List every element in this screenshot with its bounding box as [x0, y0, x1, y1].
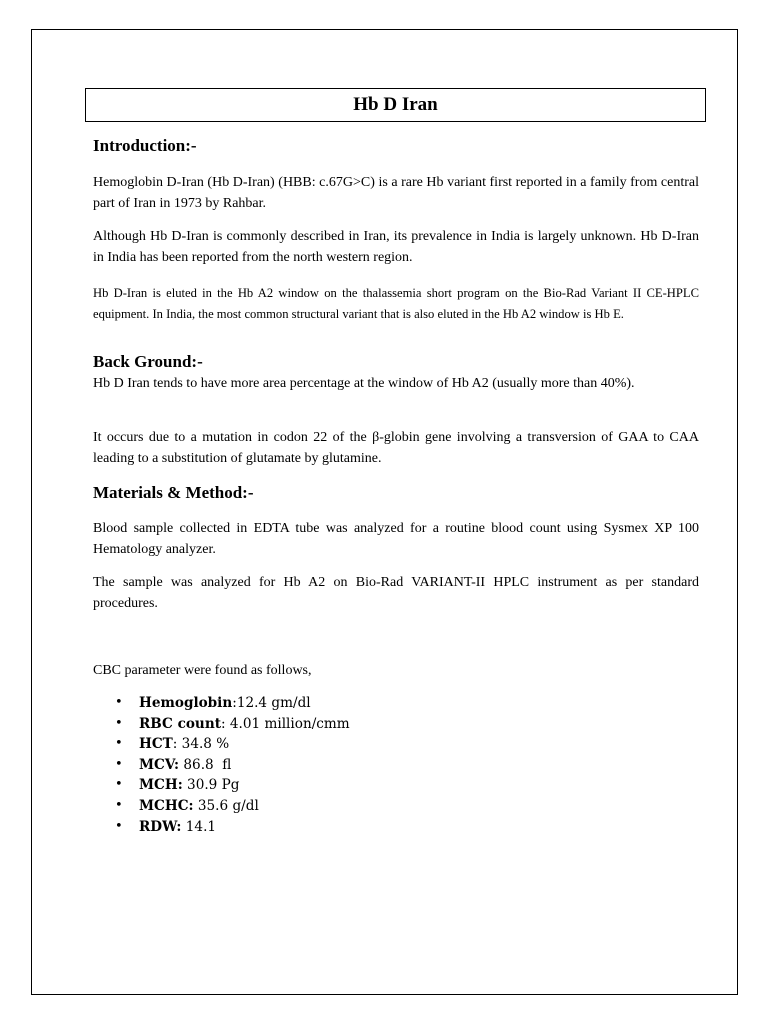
introduction-paragraph-2: Although Hb D-Iran is commonly described in Iran, its prevalence in India is largely unknown. Hb D-Iran in India has been reported from the north western region.	[93, 229, 699, 265]
background-heading: Back Ground:-	[93, 352, 203, 371]
cbc-item-rdw	[93, 817, 350, 838]
cbc-item-hemoglobin	[93, 693, 350, 714]
materials-paragraph-2: The sample was analyzed for Hb A2 on Bio-Rad VARIANT-II HPLC instrument as per standard procedures.	[93, 575, 699, 611]
introduction-paragraph-1: Hemoglobin D-Iran (Hb D-Iran) (HBB: c.67G>C) is a rare Hb variant first reported in a family from central part of Iran in 1973 by Rahbar.	[93, 175, 699, 211]
bullet-icon: •	[115, 715, 123, 731]
cbc-label: RBC count	[139, 715, 221, 732]
background-paragraph-1: Hb D Iran tends to have more area percentage at the window of Hb A2 (usually more than 40%).	[93, 376, 635, 391]
background-paragraph-2: It occurs due to a mutation in codon 22 of the β-globin gene involving a transversion of GAA to CAA leading to a substitution of glutamate by glutamine.	[93, 430, 699, 466]
introduction-paragraph-3: Hb D-Iran is eluted in the Hb A2 window on the thalassemia short program on the Bio-Rad Variant II CE-HPLC equipment. In India, the most common structural variant that is also eluted in the Hb A2 window is Hb E.	[93, 286, 699, 321]
cbc-label: HCT	[139, 736, 173, 753]
bullet-icon: •	[115, 797, 123, 813]
cbc-label: MCH:	[139, 777, 183, 794]
materials-heading: Materials & Method:-	[93, 483, 254, 502]
cbc-value: :12.4 gm/dl	[232, 695, 311, 711]
cbc-value: 86.8 fl	[179, 756, 232, 773]
introduction-heading: Introduction:-	[93, 136, 197, 155]
cbc-item-mcv	[93, 755, 350, 776]
cbc-value: : 4.01 million/cmm	[220, 715, 350, 732]
cbc-label: MCV:	[139, 756, 180, 773]
materials-paragraph-1: Blood sample collected in EDTA tube was analyzed for a routine blood count using Sysmex XP 100 Hematology analyzer.	[93, 521, 699, 557]
bullet-icon: •	[115, 736, 123, 752]
cbc-item-mch	[93, 775, 350, 796]
bullet-icon: •	[115, 756, 123, 772]
cbc-value: 35.6 g/dl	[193, 797, 259, 814]
cbc-label: Hemoglobin	[139, 695, 233, 711]
title-box	[85, 88, 706, 122]
cbc-intro: CBC parameter were found as follows,	[93, 663, 312, 678]
cbc-item-mchc	[93, 796, 350, 817]
cbc-list	[93, 693, 350, 837]
document-title: Hb D Iran	[353, 94, 438, 115]
bullet-icon: •	[115, 818, 123, 834]
bullet-icon: •	[115, 777, 123, 793]
cbc-item-hct	[93, 734, 350, 755]
cbc-value: 30.9 Pg	[182, 777, 240, 794]
cbc-label: RDW:	[139, 818, 182, 835]
bullet-icon: •	[115, 695, 123, 710]
cbc-label: MCHC:	[139, 797, 194, 814]
cbc-item-rbc-count	[93, 714, 350, 735]
cbc-value: : 34.8 %	[172, 736, 230, 753]
cbc-value: 14.1	[181, 818, 217, 835]
